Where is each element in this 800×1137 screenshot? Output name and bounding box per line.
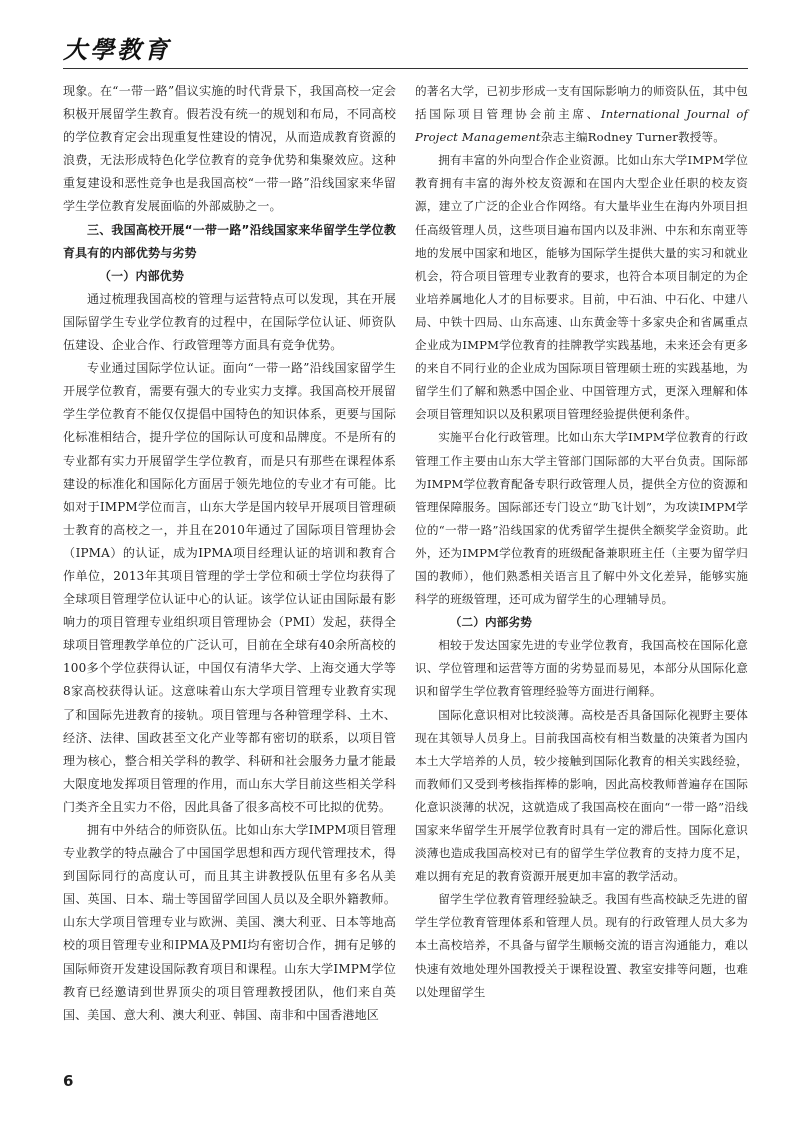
right-column (415, 80, 748, 1004)
right-paragraph-2: 拥有丰富的外向型合作企业资源。比如山东大学IMPM学位教育拥有丰富的海外校友资源和在国内大型企业任职的校友资源，建立了广泛的企业合作网络。有大量毕业生在海内外项目担任高级管理人员，这些项目遍布国内以及非洲、中东和东南亚等地的发展中国家和地区，能够为国际学生提供大量的实习和就业机会，符合项目管理专业教育的要求，也符合本项目制定的为企业培养属地化人才的目标要求。目前，中石油、中石化、中建八局、中铁十四局、山东高速、山东黄金等十多家央企和省属重点企业成为IMPM学位教育的挂牌教学实践基地，未来还会有更多的来自不同行业的企业成为国际项目管理硕士班的实践基地，为留学生们了解和熟悉中国企业、中国管理方式，更深入理解和体会项目管理知识以及积累项目管理经验提供便利条件。 (415, 153, 748, 422)
subsection-heading-strengths: （一）内部优势 (99, 268, 185, 283)
header-rule (63, 68, 748, 69)
left-paragraph-4: 拥有中外结合的师资队伍。比如山东大学IMPM项目管理专业教学的特点融合了中国国学思想和西方现代管理技术，得到国际同行的高度认可，而且其主讲教授队伍里有多名从美国、英国、日本、瑞士等国留学回国人员以及全职外籍教师。山东大学项目管理专业与欧洲、美国、澳大利亚、日本等地高校的项目管理专业和IPMA及PMI均有密切合作，拥有足够的国际师资开发建设国际教育项目和课程。山东大学IMPM学位教育已经邀请到世界顶尖的项目管理教授团队，他们来自英国、美国、意大利、澳大利亚、韩国、南非和中国香港地区 (63, 823, 396, 1022)
right-paragraph-3: 实施平台化行政管理。比如山东大学IMPM学位教育的行政管理工作主要由山东大学主管部门国际部的大平台负责。国际部为IMPM学位教育配备专职行政管理人员，提供全方位的资源和管理保障服务。国际部还专门设立“助飞计划”，为攻读IMPM学位的“一带一路”沿线国家的优秀留学生提供全额奖学金资助。此外，还为IMPM学位教育的班级配备兼职班主任（主要为留学归国的教师），他们熟悉相关语言且了解中外文化差异，能够实施科学的班级管理，还可成为留学生的心理辅导员。 (415, 430, 748, 607)
section-heading: 三、我国高校开展“一带一路”沿线国家来华留学生学位教育具有的内部优势与劣势 (63, 222, 396, 260)
left-paragraph-3: 专业通过国际学位认证。面向“一带一路”沿线国家留学生开展学位教育，需要有强大的专业实力支撑。我国高校开展留学生学位教育不能仅仅提倡中国特色的知识体系，更要与国际化标准相结合，提升学位的国际认可度和品牌度。不是所有的专业都有实力开展留学生学位教育，而是只有那些在课程体系建设的标准化和国际化方面居于领先地位的专业才有可能。比如对于IMPM学位而言，山东大学是国内较早开展项目管理硕士教育的高校之一，并且在2010年通过了国际项目管理协会（IPMA）的认证，成为IPMA项目经理认证的培训和教育合作单位，2013年其项目管理的学士学位和硕士学位均获得了全球项目管理学位认证中心的认证。该学位认证由国际最有影响力的项目管理专业组织项目管理协会（PMI）发起，获得全球项目管理教学单位的广泛认可，目前在全球有40余所高校的100多个学位获得认证，中国仅有清华大学、上海交通大学等8家高校获得认证。这意味着山东大学项目管理专业教育实现了和国际先进教育的接轨。项目管理与各种管理学科、土木、经济、法律、国政甚至文化产业等都有密切的联系，以项目管理为核心，整合相关学科的教学、科研和社会服务力量才能最大限度地发挥项目管理的作用，而山东大学目前这些相关学科门类齐全且实力不俗，因此具备了很多高校不可比拟的优势。 (63, 361, 396, 814)
left-paragraph-1: 现象。在“一带一路”倡议实施的时代背景下，我国高校一定会积极开展留学生教育。假若没有统一的规划和布局，不同高校的学位教育定会出现重复性建设的情况，从而造成教育资源的浪费，无法形成特色化学位教育的竞争优势和集聚效应。这种重复建设和恶性竞争也是我国高校“一带一路”沿线国家来华留学生学位教育发展面临的外部威胁之一。 (63, 84, 396, 214)
page-number: 6 (63, 1072, 74, 1090)
right-paragraph-1 (415, 80, 748, 149)
right-paragraph-4: 相较于发达国家先进的专业学位教育，我国高校在国际化意识、学位管理和运营等方面的劣势显而易见，本部分从国际化意识和留学生学位教育管理经验等方面进行阐释。 (415, 638, 748, 699)
journal-name: International Journal of Project Management (415, 107, 748, 145)
subsection-heading-weaknesses: （二）内部劣势 (449, 615, 532, 630)
left-column (63, 80, 396, 1027)
right-paragraph-6: 留学生学位教育管理经验缺乏。我国有些高校缺乏先进的留学生学位教育管理体系和管理人员。现有的行政管理人员大多为本土高校培养，不具备与留学生顺畅交流的语言沟通能力，难以快速有效地处理外国教授关于课程设置、教室安排等问题，也难以处理留学生 (415, 892, 748, 999)
right-paragraph-5: 国际化意识相对比较淡薄。高校是否具备国际化视野主要体现在其领导人员身上。目前我国高校有相当数量的决策者为国内本土大学培养的人员，较少接触到国际化教育的相关实践经验，而教师们又受到考核指挥棒的影响，因此高校教师普遍存在国际化意识淡薄的状况，这就造成了我国高校在面向“一带一路”沿线国家来华留学生开展学位教育时具有一定的滞后性。国际化意识淡薄也造成我国高校对已有的留学生学位教育的支持力度不足，难以拥有充足的教育资源开展更加丰富的教学活动。 (415, 707, 748, 884)
journal-masthead: 大學教育 (63, 35, 171, 64)
right-paragraph-1-end: 杂志主编Rodney Turner教授等。 (540, 130, 725, 145)
right-paragraph-1-start: 的著名大学，已初步形成一支有国际影响力的师资队伍，其中包括国际项目管理协会前主席、 (415, 84, 748, 122)
left-paragraph-2: 通过梳理我国高校的管理与运营特点可以发现，其在开展国际留学生专业学位教育的过程中，在国际学位认证、师资队伍建设、企业合作、行政管理等方面具有竞争优势。 (63, 291, 396, 353)
